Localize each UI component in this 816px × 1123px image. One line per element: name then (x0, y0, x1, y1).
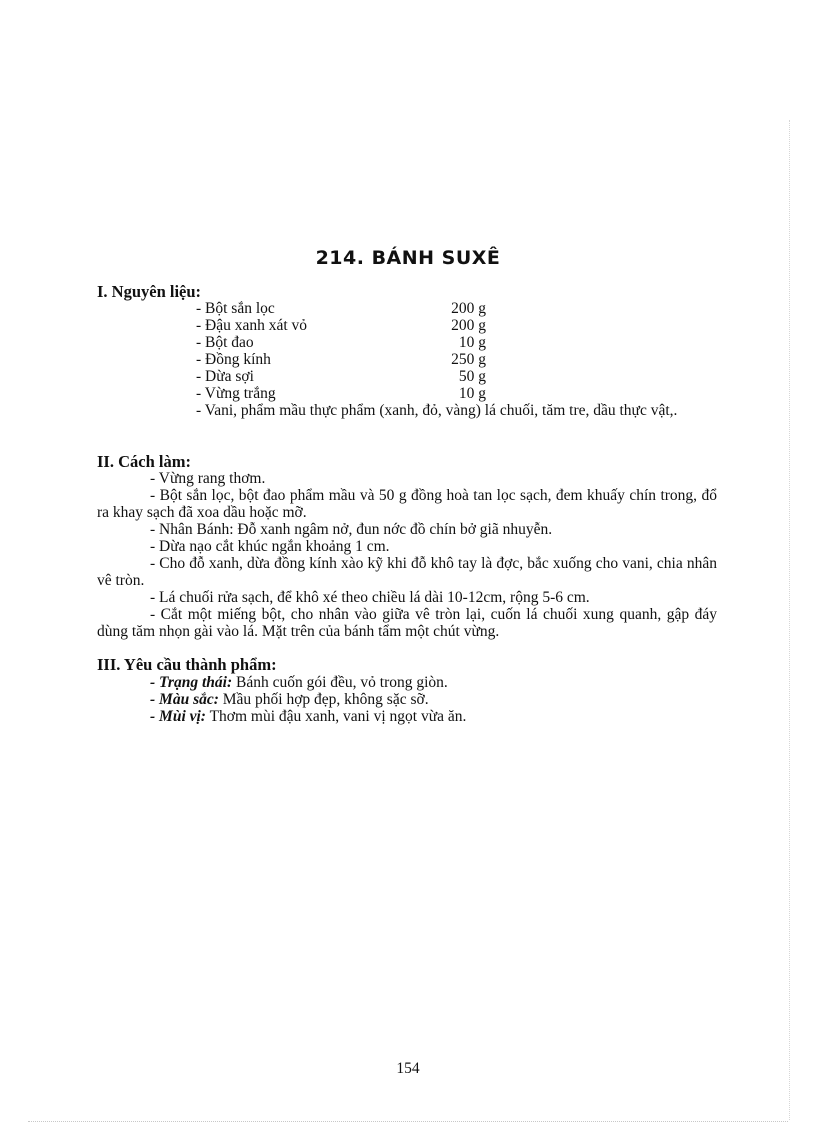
method-step: - Nhân Bánh: Đỗ xanh ngâm nở, đun nớc đồ chín bở giã nhuyễn. (150, 521, 553, 538)
ingredient-qty: 250 g (451, 351, 486, 368)
ingredient-name: - Đồng kính (196, 351, 271, 368)
method-step: - Cho đỗ xanh, dừa đồng kính xào kỹ khi đỗ khô tay là đợc, bắc xuống cho vani, chia nhân vê tròn. (97, 555, 717, 589)
ingredient-qty: 10 g (458, 385, 486, 402)
ingredient-row (196, 368, 496, 385)
requirements-list (97, 674, 717, 725)
page-number: 154 (396, 1060, 420, 1077)
ingredient-qty: 10 g (458, 334, 486, 351)
requirement-label: - Mùi vị: (150, 708, 206, 725)
method-step: - Vừng rang thơm. (150, 470, 266, 487)
method-step: - Dừa nạo cắt khúc ngắn khoảng 1 cm. (150, 538, 390, 555)
ingredient-row (196, 300, 496, 317)
ingredients-extra-text: - Vani, phẩm mầu thực phẩm (xanh, đỏ, vàng) lá chuối, tăm tre, dầu thực vật,. (196, 402, 678, 419)
ingredient-row (196, 351, 496, 368)
ingredient-name: - Bột đao (196, 334, 254, 351)
ingredient-row (196, 334, 496, 351)
ingredient-name: - Bột sắn lọc (196, 300, 275, 317)
page-edge-divider (789, 120, 790, 1120)
requirement-item (97, 708, 717, 725)
requirements-heading: III. Yêu cầu thành phẩm: (97, 655, 277, 674)
ingredients-heading: I. Nguyên liệu: (97, 282, 202, 301)
ingredients-extra (97, 402, 717, 419)
ingredient-name: - Đậu xanh xát vỏ (196, 317, 308, 334)
recipe-title: 214. BÁNH SUXÊ (315, 247, 501, 269)
method-heading: II. Cách làm: (97, 452, 191, 471)
ingredient-row (196, 385, 496, 402)
requirement-text: Thơm mùi đậu xanh, vani vị ngọt vừa ăn. (205, 708, 467, 725)
page-bottom-divider (28, 1121, 788, 1122)
requirement-label: - Trạng thái: (150, 674, 233, 691)
requirement-item (97, 674, 717, 691)
ingredient-qty: 200 g (451, 300, 486, 317)
requirement-text: Mầu phối hợp đẹp, không sặc sỡ. (218, 691, 429, 708)
ingredient-qty: 50 g (458, 368, 486, 385)
method-step: - Bột sắn lọc, bột đao phẩm mầu và 50 g đồng hoà tan lọc sạch, đem khuấy chín trong, đổ ra khay sạch đã xoa dầu hoặc mỡ. (97, 487, 717, 521)
requirement-item (97, 691, 717, 708)
ingredients-list (196, 300, 496, 402)
method-steps (97, 470, 717, 640)
ingredient-name: - Dừa sợi (196, 368, 254, 385)
requirement-text: Bánh cuốn gói đều, vỏ trong giòn. (232, 674, 448, 691)
ingredient-qty: 200 g (451, 317, 486, 334)
requirement-label: - Màu sắc: (150, 691, 219, 708)
method-step: - Lá chuối rửa sạch, để khô xé theo chiều lá dài 10-12cm, rộng 5-6 cm. (150, 589, 590, 606)
method-step: - Cắt một miếng bột, cho nhân vào giữa vê tròn lại, cuốn lá chuối xung quanh, gập đáy dùng tăm nhọn gài vào lá. Mặt trên của bánh tẩm một chút vừng. (97, 606, 717, 640)
ingredient-name: - Vừng trắng (196, 385, 276, 402)
ingredient-row (196, 317, 496, 334)
